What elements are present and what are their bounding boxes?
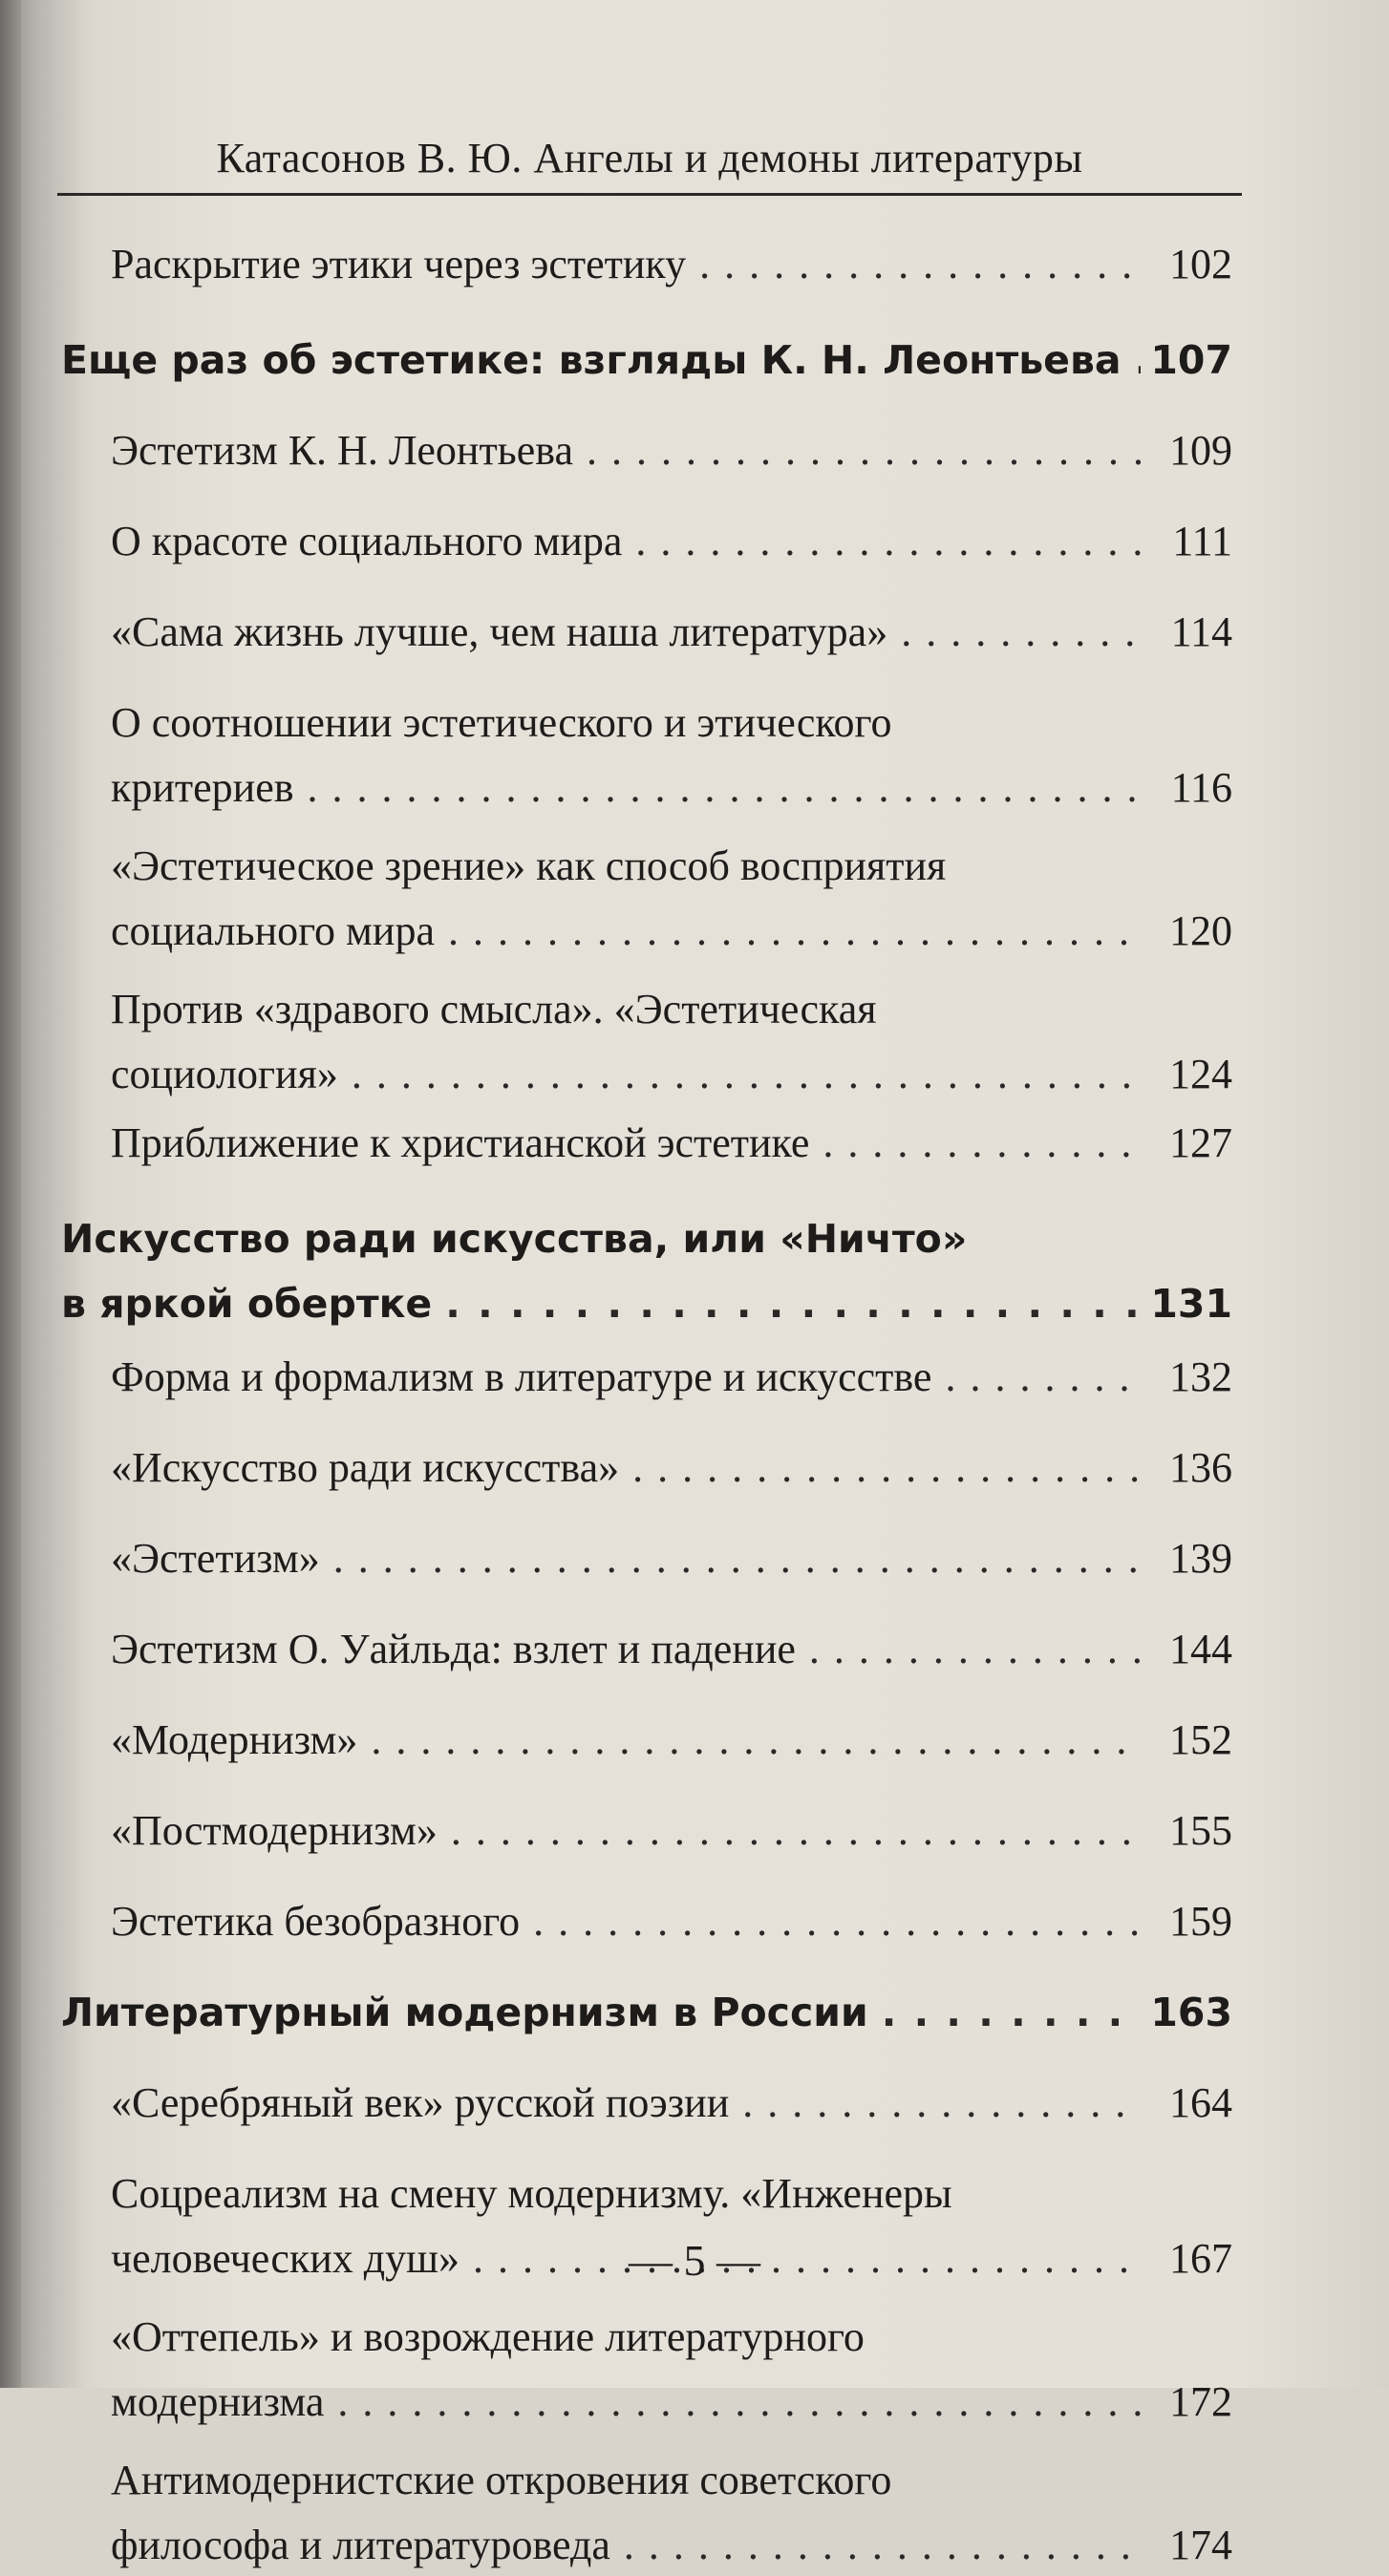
dot-leader [308,757,1143,819]
toc-section-title: социология» [111,1051,338,1097]
toc-section-title: «Серебряный век» русской поэзии [111,2079,730,2126]
running-header: Катасонов В. Ю. Ангелы и демоны литературы [216,135,1083,181]
dot-leader [632,1437,1143,1499]
toc-line [61,1273,1232,1334]
toc-chapter-title: Еще раз об эстетике: взгляды К. Н. Леонтьева [61,337,1122,383]
dot-leader [587,420,1143,481]
toc-section-title: Соцреализм на смену модернизму. «Инженеры [111,2170,952,2217]
dot-leader [371,1710,1143,1771]
toc-section-title: Раскрытие этики через эстетику [111,241,687,287]
toc-page-number: 124 [1169,1051,1232,1097]
toc-page-number: 116 [1170,764,1232,811]
book-spine-shadow [0,0,21,2388]
toc-line [111,1891,1232,1952]
dot-leader [445,1273,1141,1334]
toc-section-title: «Оттепель» и возрождение литературного [111,2313,865,2360]
toc-section-title: Против «здравого смысла». «Эстетическая [111,986,877,1033]
toc-line [61,330,1232,391]
toc-line [111,2307,1232,2368]
toc-line [111,836,1232,897]
toc-section-title: критериев [111,764,294,811]
toc-section-title: Эстетика безобразного [111,1898,521,1945]
toc-line [111,234,1232,295]
dot-leader [533,1891,1143,1952]
dot-leader [333,1528,1143,1589]
toc-line [111,2163,1232,2225]
toc-section-title: «Сама жизнь лучше, чем наша литература» [111,608,888,655]
toc-section-title: человеческих душ» [111,2235,460,2282]
toc-line [111,2073,1232,2134]
toc-page-number: 152 [1169,1716,1232,1763]
toc-line [111,511,1232,572]
toc-page-number: 131 [1150,1281,1232,1327]
toc-line [111,1528,1232,1589]
toc-page-number: 136 [1169,1444,1232,1491]
toc-line [111,2450,1232,2511]
toc-section-title: модернизма [111,2378,325,2425]
toc-line [111,757,1232,819]
toc-page-number: 167 [1169,2235,1232,2282]
toc-line [111,1437,1232,1499]
toc-page-number: 164 [1169,2079,1232,2126]
toc-line [111,602,1232,663]
toc-line [111,1113,1232,1174]
toc-line [111,901,1232,962]
dot-leader [699,234,1143,295]
toc-page-number: 107 [1150,337,1232,383]
dot-leader [448,901,1143,962]
dot-leader [882,1982,1142,2043]
toc-section-title: «Эстетизм» [111,1535,320,1582]
toc-section-title: О красоте социального мира [111,518,623,564]
toc-line [111,979,1232,1040]
toc-section-title: «Модернизм» [111,1716,358,1763]
toc-line [111,1619,1232,1680]
toc-line [111,2515,1232,2576]
toc-page-number: 114 [1170,608,1232,655]
toc-section-title: Эстетизм К. Н. Леонтьева [111,427,573,474]
dot-leader [451,1800,1143,1862]
toc-section-title: Форма и формализм в литературе и искусстве [111,1353,932,1400]
toc-line [111,1710,1232,1771]
toc-line [61,1208,1232,1269]
toc-chapter-title: Литературный модернизм в России [61,1990,868,2035]
toc-line [111,1800,1232,1862]
dot-leader [945,1347,1143,1408]
toc-page-number: 111 [1172,518,1232,564]
dot-leader [742,2073,1143,2134]
toc-page-number: 144 [1169,1626,1232,1672]
toc-page-number: 174 [1169,2522,1232,2568]
toc-section-title: О соотношении эстетического и этического [111,699,892,746]
toc-line [111,2372,1232,2433]
dot-leader [635,511,1143,572]
toc-page-number: 172 [1169,2378,1232,2425]
dot-leader [1135,330,1142,391]
header-rule [57,193,1242,196]
toc-chapter-title: в яркой обертке [61,1281,433,1327]
toc-section-title: «Искусство ради искусства» [111,1444,620,1491]
toc-line [111,1044,1232,1105]
toc-page-number: 132 [1169,1353,1232,1400]
dot-leader [624,2515,1143,2576]
toc-page-number: 163 [1150,1990,1232,2035]
toc-section-title: Антимодернистские откровения советского [111,2457,892,2503]
toc-section-title: «Эстетическое зрение» как способ восприятия [111,842,947,889]
toc-line [111,420,1232,481]
toc-page-number: 120 [1169,907,1232,954]
toc-page-number: 155 [1169,1807,1232,1854]
dot-leader [823,1113,1143,1174]
dot-leader [809,1619,1143,1680]
toc-chapter-title: Искусство ради искусства, или «Ничто» [61,1216,968,1262]
toc-line [61,1982,1232,2043]
dot-leader [352,1044,1143,1105]
toc-section-title: философа и литературоведа [111,2522,610,2568]
toc-line [111,1347,1232,1408]
toc-section-title: Приближение к христианской эстетике [111,1119,810,1166]
toc-page-number: 159 [1169,1898,1232,1945]
page-number: — 5 — [629,2236,760,2285]
toc-section-title: «Постмодернизм» [111,1807,438,1854]
toc-section-title: Эстетизм О. Уайльда: взлет и падение [111,1626,796,1672]
toc-page-number: 127 [1169,1119,1232,1166]
toc-line [111,692,1232,754]
toc-page-number: 109 [1169,427,1232,474]
toc-page-number: 102 [1169,241,1232,287]
toc-section-title: социального мира [111,907,435,954]
dot-leader [337,2372,1143,2433]
toc-page-number: 139 [1169,1535,1232,1582]
dot-leader [901,602,1143,663]
